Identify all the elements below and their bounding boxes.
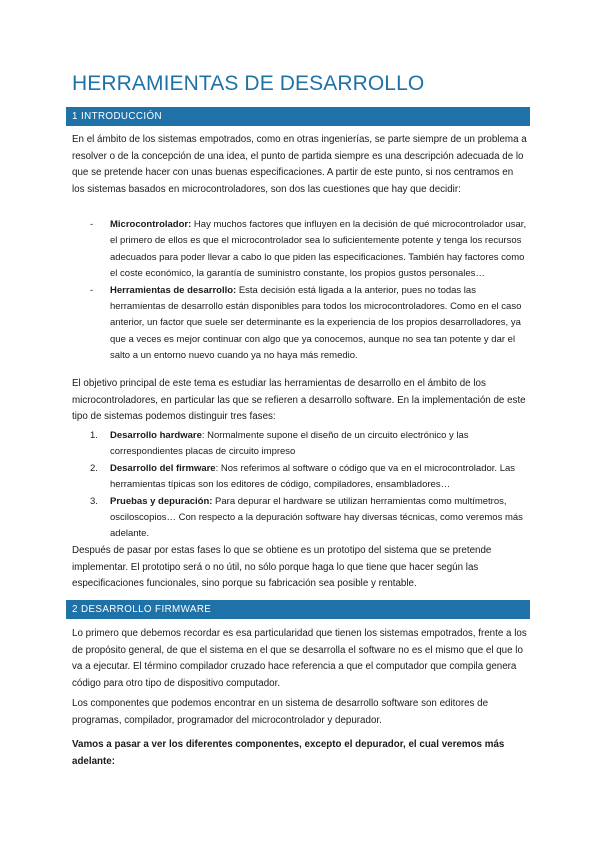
objective-paragraph: El objetivo principal de este tema es estudiar las herramientas de desarrollo en el ámbito de los microcontroladores, en particular las que se refieren a desarrollo software. En la implementación de este tipo de sistemas podemos distinguir tres fases: <box>72 378 526 423</box>
phase-number: 3. <box>90 495 98 507</box>
bullet-text: Hay muchos factores que influyen en la decisión de qué microcontrolador usar, el primero de ellos es que el microcontrolador sea lo suficientemente potente y tenga los recursos adecuados para poder llevar a cabo lo que piden las especificaciones. También hay factores como el coste económico, la garantía de suministro constante, los propios gustos personales… <box>110 219 527 280</box>
phase-number: 2. <box>90 462 98 474</box>
cross-compiler-paragraph: Lo primero que debemos recordar es esa particularidad que tienen los sistemas empotrados, frente a los de propósito general, de que el sistema en el que se desarrolla el software no es el mismo que el que lo va a ejecutar. El término compilador cruzado hace referencia a que el computador que compila genera código para otro tipo de dispositivo computador. <box>72 628 527 690</box>
decision-bullet-list <box>72 217 528 365</box>
phase-desarrollo-hardware <box>72 428 528 461</box>
bullet-herramientas <box>72 283 528 365</box>
prototype-paragraph: Después de pasar por estas fases lo que se obtiene es un prototipo del sistema que se pretende implementar. El prototipo será o no útil, no sólo porque haga lo que tiene que hacer según las especificaciones funcionales, sino porque su fabricación sea posible y rentable. <box>72 545 492 590</box>
components-intro-paragraph: Vamos a pasar a ver los diferentes componentes, excepto el depurador, el cual veremos más adelante: <box>72 739 505 767</box>
phase-label: Desarrollo hardware <box>110 430 202 441</box>
bullet-label: Microcontrolador: <box>110 219 192 230</box>
bullet-microcontrolador <box>72 217 528 283</box>
components-paragraph: Los componentes que podemos encontrar en un sistema de desarrollo software son editores de programas, compilador, programador del microcontrolador y depurador. <box>72 698 489 726</box>
bullet-label: Herramientas de desarrollo: <box>110 284 237 296</box>
document-title: HERRAMIENTAS DE DESARROLLO <box>72 72 425 95</box>
phase-label: Desarrollo del firmware <box>110 462 216 474</box>
bullet-marker: - <box>90 219 94 230</box>
section-heading-introduccion: 1 INTRODUCCIÓN <box>66 107 530 126</box>
phase-text: : Nos referimos al software o código que va en el microcontrolador. Las herramientas típicas son los editores de código, compiladores, ensambladores… <box>110 462 516 491</box>
phase-text: : Normalmente supone el diseño de un circuito electrónico y las correspondientes placas de circuito impreso <box>110 430 469 458</box>
phase-desarrollo-firmware <box>72 461 528 494</box>
phase-pruebas-depuracion <box>72 494 528 543</box>
phase-text: Para depurar el hardware se utilizan herramientas como multímetros, osciloscopios… Con respecto a la depuración software hay diversas técnicas, como veremos más adelante. <box>110 495 523 540</box>
intro-paragraph: En el ámbito de los sistemas empotrados, como en otras ingenierías, se parte siempre de un problema a resolver o de la concepción de una idea, el punto de partida siempre es una descripción adecuada de lo que se pretende hacer con unas buenas especificaciones. A partir de este punto, si nos centramos en los sistemas basados en microcontroladores, son dos las cuestiones que hay que decidir: <box>72 134 527 196</box>
phase-number: 1. <box>90 430 98 441</box>
bullet-marker: - <box>90 284 94 296</box>
bullet-text: Esta decisión está ligada a la anterior, pues no todas las herramientas de desarrollo están disponibles para todos los microcontroladores. Como en el caso anterior, un factor que suele ser determinante es la experiencia de los propios desarrolladores, ya que a veces es mejor continuar con algo que ya conocemos, aunque no sea tan potente y dar el salto a un entorno nuevo cuando ya no haya más remedio. <box>110 284 522 362</box>
phases-numbered-list <box>72 428 528 543</box>
section-heading-desarrollo-firmware: 2 DESARROLLO FIRMWARE <box>66 600 530 619</box>
phase-label: Pruebas y depuración: <box>110 495 213 507</box>
